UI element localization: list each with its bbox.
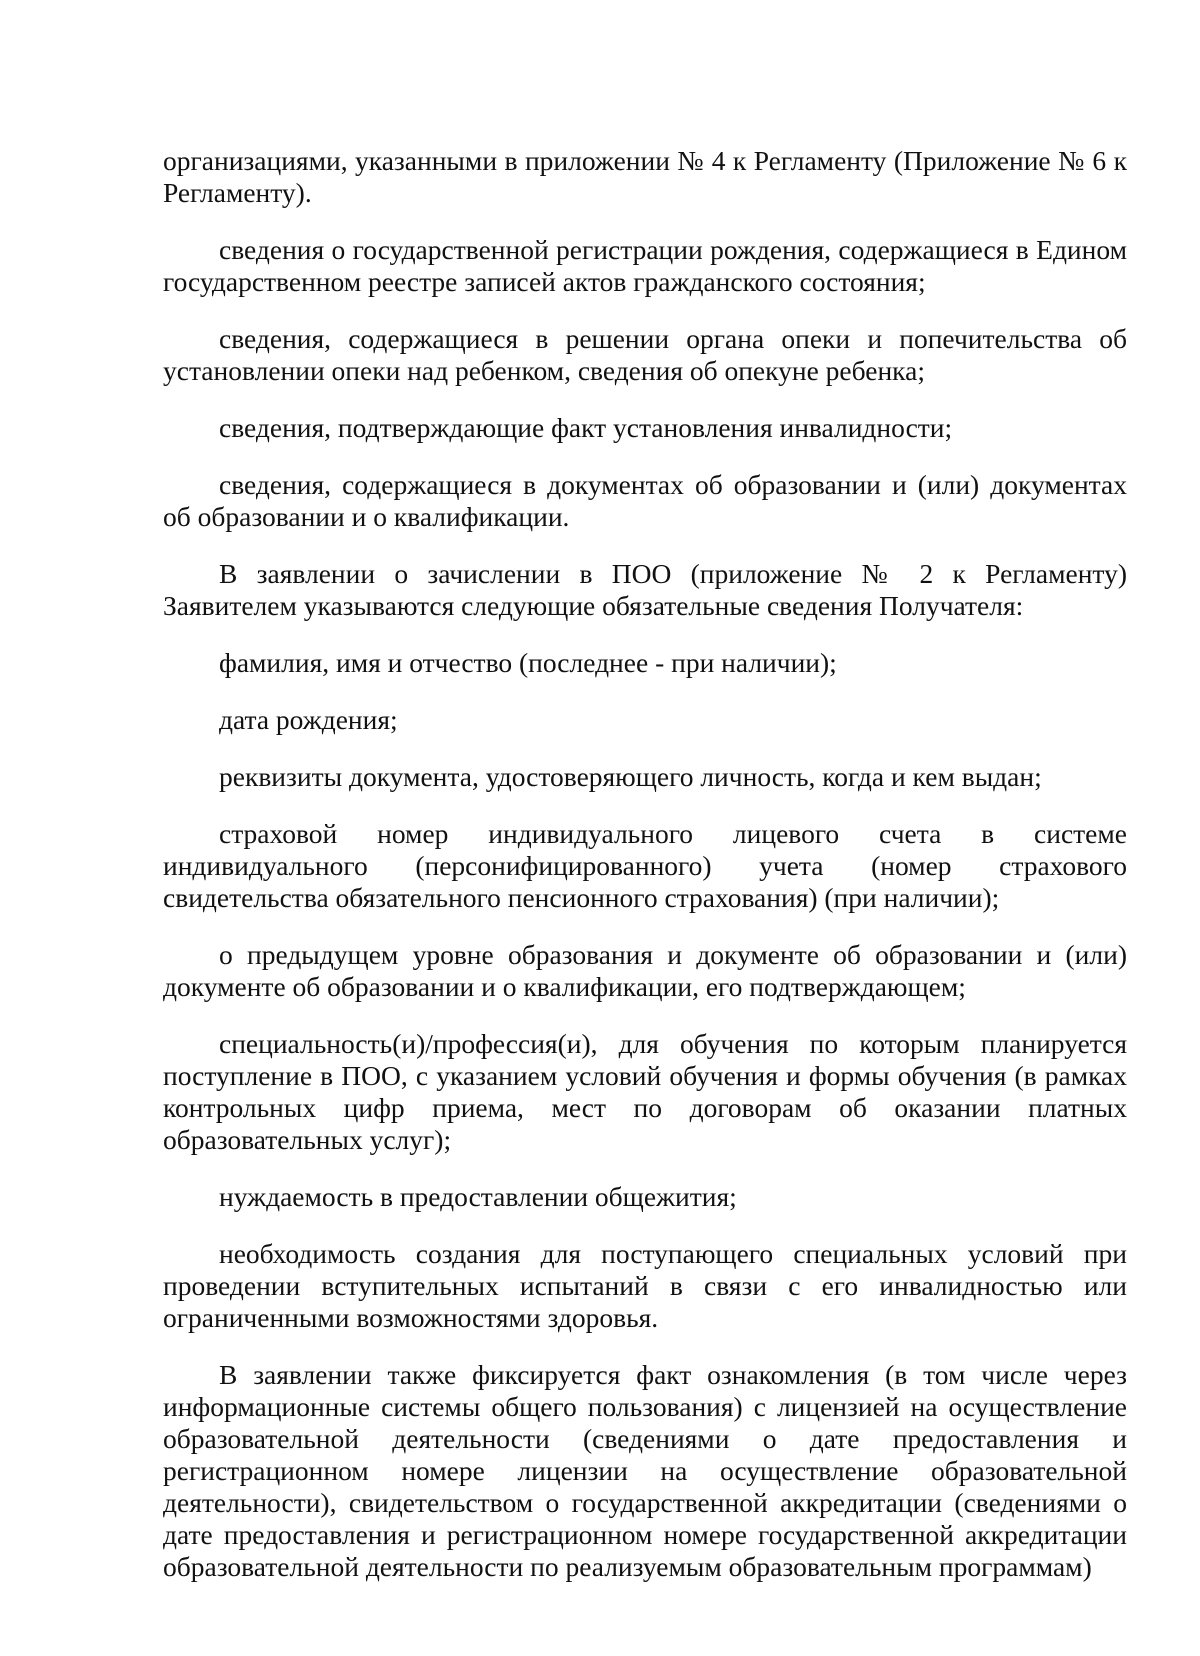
- document-body: [163, 145, 1127, 1608]
- paragraph-birth-registration: сведения о государственной регистрации рождения, содержащиеся в Едином государственном реестре записей актов гражданского состояния;: [163, 234, 1127, 297]
- paragraph-previous-education: о предыдущем уровне образования и документе об образовании и (или) документе об образовании и о квалификации, его подтверждающем;: [163, 939, 1127, 1002]
- paragraph-license-acknowledgement: В заявлении также фиксируется факт ознакомления (в том числе через информационные системы общего пользования) с лицензией на осуществление образовательной деятельности (сведениями о дате предоставления и регистрационном номере лицензии на осуществление образовательной деятельности), свидетельством о государственной аккредитации (сведениями о дате предоставления и регистрационном номере государственной аккредитации образовательной деятельности по реализуемым образовательным программам): [163, 1359, 1127, 1582]
- paragraph-insurance-number: страховой номер индивидуального лицевого счета в системе индивидуального (персонифицированного) учета (номер страхового свидетельства обязательного пенсионного страхования) (при наличии);: [163, 818, 1127, 913]
- paragraph-education-documents: сведения, содержащиеся в документах об образовании и (или) документах об образовании и о квалификации.: [163, 469, 1127, 532]
- paragraph-dormitory: нуждаемость в предоставлении общежития;: [219, 1181, 737, 1212]
- paragraph-guardianship: сведения, содержащиеся в решении органа опеки и попечительства об установлении опеки над ребенком, сведения об опекуне ребенка;: [163, 323, 1127, 386]
- paragraph-application-intro: В заявлении о зачислении в ПОО (приложение № 2 к Регламенту) Заявителем указываются следующие обязательные сведения Получателя:: [163, 558, 1127, 621]
- paragraph-disability: сведения, подтверждающие факт установления инвалидности;: [219, 412, 953, 443]
- paragraph-specialty: специальность(и)/профессия(и), для обучения по которым планируется поступление в ПОО, с указанием условий обучения и формы обучения (в рамках контрольных цифр приема, мест по договорам об оказании платных образовательных услуг);: [163, 1028, 1127, 1155]
- paragraph-identity-document: реквизиты документа, удостоверяющего личность, когда и кем выдан;: [219, 761, 1042, 792]
- paragraph-continuation: организациями, указанными в приложении № 4 к Регламенту (Приложение № 6 к Регламенту).: [163, 145, 1127, 208]
- paragraph-special-conditions: необходимость создания для поступающего специальных условий при проведении вступительных испытаний в связи с его инвалидностью или ограниченными возможностями здоровья.: [163, 1238, 1127, 1333]
- paragraph-birth-date: дата рождения;: [219, 704, 398, 735]
- paragraph-full-name: фамилия, имя и отчество (последнее - при наличии);: [219, 647, 837, 678]
